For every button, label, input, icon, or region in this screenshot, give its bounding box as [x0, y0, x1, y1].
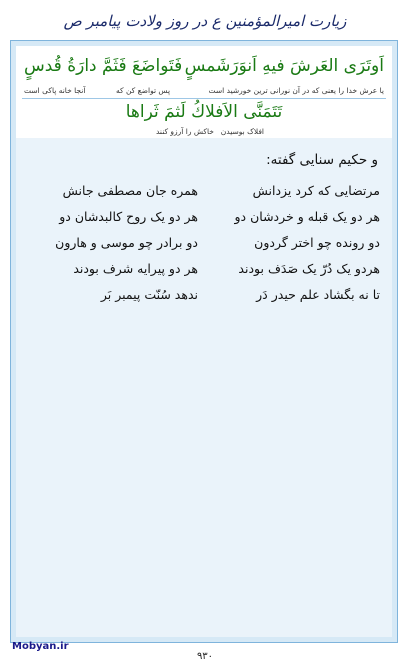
translation-line-2 — [16, 127, 392, 138]
poem-line — [16, 209, 392, 235]
translation-right: افلاک بوسیدن — [220, 127, 264, 136]
translation-left: خاکش را آرزو کنند — [156, 127, 214, 136]
content-panel — [16, 46, 392, 637]
poem-line — [16, 183, 392, 209]
poem-line — [16, 261, 392, 287]
poem-line — [16, 287, 392, 313]
arabic-line-1 — [16, 56, 392, 82]
content-frame — [10, 40, 398, 643]
section-title: و حکیم سنایی گفته: — [266, 152, 378, 168]
poem-hemistich-left: هر دو پیرایه شرف بودند — [73, 261, 198, 276]
translation-line-1 — [16, 86, 392, 98]
poem-line — [16, 235, 392, 261]
translation-right: یا عرش خدا را یعنی که در آن نورانی ترین خورشید است — [208, 86, 384, 95]
divider — [22, 98, 386, 99]
poem-hemistich-right: تا نه بگشاد علم حیدر دَر — [256, 287, 380, 302]
arabic-line-2 — [16, 102, 392, 126]
poem-hemistich-right: هر دو یک قبله و خردشان دو — [234, 209, 380, 224]
poem-hemistich-left: ندهد سُنّت پیمبر بَر — [100, 287, 198, 302]
poem-hemistich-left: هر دو یک روح کالبدشان دو — [59, 209, 198, 224]
arabic-verse-block — [16, 46, 392, 138]
poem-hemistich-right: دو رونده چو اختر گردون — [254, 235, 380, 250]
translation-left: آنجا خانه پاکی است — [24, 86, 86, 95]
site-watermark: Mobyan.ir — [12, 641, 69, 652]
arabic-hemistich-right: اَوتَرَى العَرشَ فيهِ اَنوَرَشَمسٍ — [184, 56, 384, 76]
arabic-hemistich-left: فَتَواضَعَ فَثَمَّ دارَةُ قُدسٍ — [24, 56, 183, 76]
poem-hemistich-left: دو برادر چو موسی و هارون — [55, 235, 198, 250]
poem-hemistich-right: هردو یک دُرّ یک صَدَف بودند — [238, 261, 380, 276]
translation-middle: پس تواضع کن که — [116, 86, 171, 95]
poem-hemistich-left: همره جان مصطفی جانش — [62, 183, 198, 198]
arabic-verse-center: تَتَمَنَّى الاَفلاكُ لَثمَ ثَراها — [125, 102, 283, 122]
page-header: زیارت امیرالمؤمنین ع در روز ولادت پیامبر ص — [63, 12, 347, 30]
poem-hemistich-right: مرتضایی که کرد یزدانش — [252, 183, 380, 198]
page-number: ۹۳۰ — [196, 651, 214, 662]
